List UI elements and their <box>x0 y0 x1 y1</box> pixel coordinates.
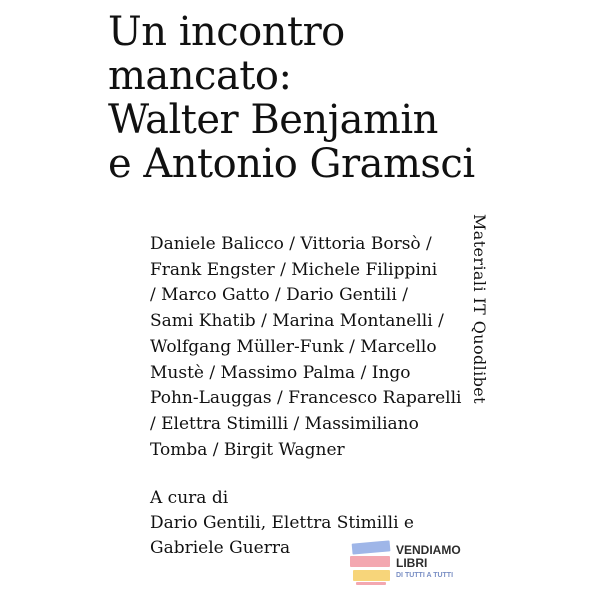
authors-line: Tomba / Birgit Wagner <box>150 439 345 460</box>
vendiamo-libri-badge <box>350 537 460 589</box>
book-shadow <box>356 582 386 585</box>
badge-subtitle: LIBRI <box>396 556 428 570</box>
book-middle <box>350 556 390 567</box>
authors-list <box>150 232 470 463</box>
authors-line: / Marco Gatto / Dario Gentili / <box>150 285 408 306</box>
title-line: Un incontro <box>108 9 345 55</box>
title-line: mancato: <box>108 53 292 99</box>
book-title <box>108 10 488 186</box>
authors-line: Wolfgang Müller-Funk / Marcello <box>150 336 437 357</box>
authors-line: / Elettra Stimilli / Massimiliano <box>150 413 419 434</box>
authors-line: Daniele Balicco / Vittoria Borsò / <box>150 234 432 254</box>
authors-line: Frank Engster / Michele Filippini <box>150 259 438 280</box>
book-bottom <box>353 570 390 581</box>
series-publisher-label: Materiali IT Quodlibet <box>470 214 489 404</box>
title-line: e Antonio Gramsci <box>108 141 475 187</box>
authors-line: Mustè / Massimo Palma / Ingo <box>150 362 411 383</box>
book-top <box>352 540 391 554</box>
authors-line: Sami Khatib / Marina Montanelli / <box>150 311 444 332</box>
badge-title: VENDIAMO <box>396 543 461 557</box>
authors-line: Pohn-Lauggas / Francesco Raparelli <box>150 388 462 409</box>
editors-line: Dario Gentili, Elettra Stimilli e <box>150 513 414 533</box>
badge-tagline: DI TUTTI A TUTTI <box>396 572 454 579</box>
editors-label: A cura di <box>150 488 229 508</box>
stacked-books-icon <box>350 537 394 589</box>
title-line: Walter Benjamin <box>108 97 438 143</box>
editors-line: Gabriele Guerra <box>150 538 291 558</box>
